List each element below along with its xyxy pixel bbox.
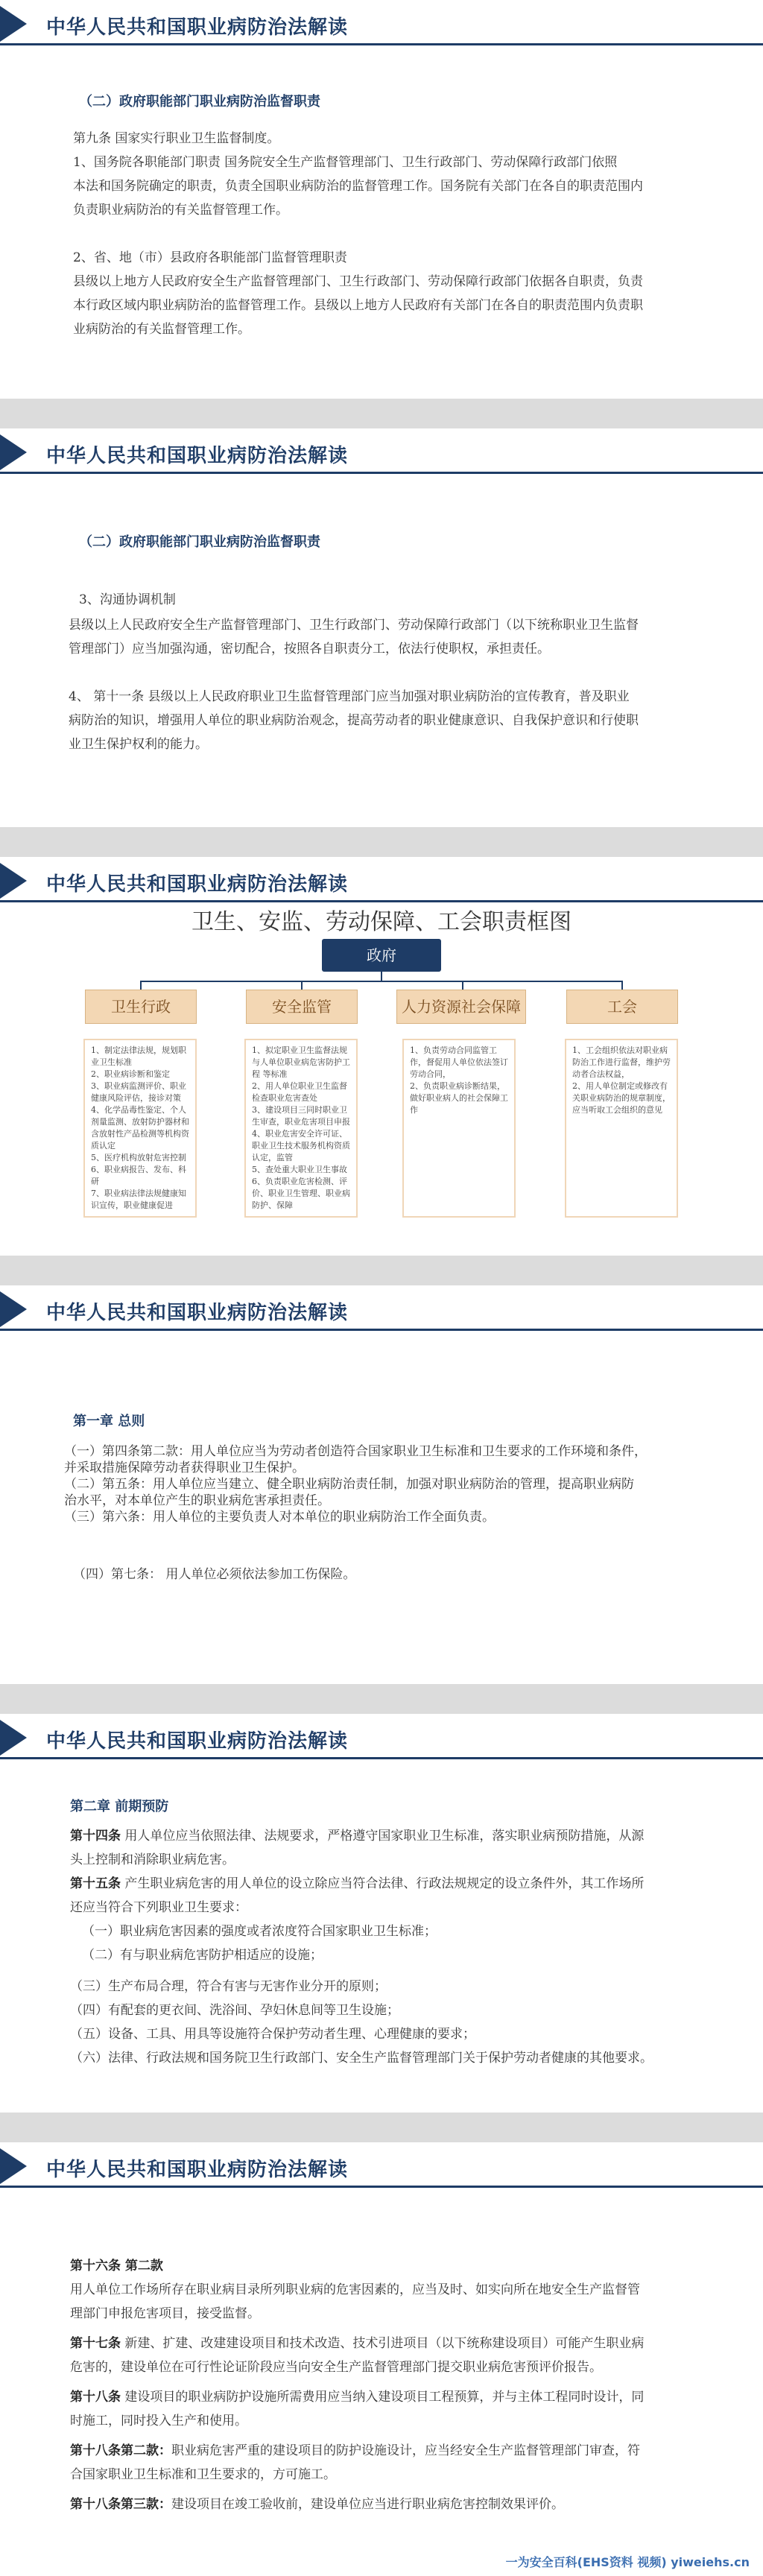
connector-line: [462, 981, 463, 990]
chapter-title: 第二章 前期预防: [70, 1799, 169, 1814]
paragraph: 并采取措施保障劳动者获得职业卫生保护。: [64, 1461, 305, 1475]
article-18-2: [70, 2439, 640, 2463]
article-text: 用人单位应当依照法律、法规要求，严格遵守国家职业卫生标准，落实职业病预防措施，从源: [121, 1829, 645, 1844]
paragraph: （二）第五条：用人单位应当建立、健全职业病防治责任制，加强对职业病防治的管理，提高职业病防: [64, 1477, 634, 1492]
header-triangle-icon: [0, 434, 27, 470]
slide-header: [0, 1285, 763, 1333]
article-14: [70, 1824, 644, 1848]
article-label: 第十八条第三款：: [70, 2497, 171, 2512]
slide-6: [0, 2142, 763, 2576]
header-title: 中华人民共和国职业病防治法解读: [46, 445, 349, 467]
article-15: [70, 1872, 644, 1896]
header-title: 中华人民共和国职业病防治法解读: [46, 873, 349, 896]
duties-hrss: 1、负责劳动合同监管工作，督促用人单位依法签订劳动合同， 2、负责职业病诊断结果，做好职业病人的社会保障工作: [402, 1039, 516, 1218]
article-label: 第十八条: [70, 2390, 121, 2405]
slide-5: [0, 1714, 763, 2113]
section-title: （二）政府职能部门职业病防治监督职责: [79, 94, 320, 110]
slide-header: [0, 428, 763, 476]
header-title: 中华人民共和国职业病防治法解读: [46, 16, 349, 39]
paragraph: 用人单位工作场所存在职业病目录所列职业病的危害因素的，应当及时、如实向所在地安全生产监督管: [70, 2282, 640, 2297]
article-label: 第十五条: [70, 1876, 121, 1891]
paragraph: 负责职业病防治的有关监督管理工作。: [73, 203, 288, 218]
article-label: 第十七条: [70, 2336, 121, 2351]
section-title: （二）政府职能部门职业病防治监督职责: [79, 534, 320, 550]
paragraph: 本行政区域内职业病防治的监督管理工作。县级以上地方人民政府有关部门在各自的职责范围内负责职: [73, 298, 643, 313]
paragraph: （一）第四条第二款：用人单位应当为劳动者创造符合国家职业卫生标准和卫生要求的工作环境和条件，: [64, 1444, 647, 1459]
paragraph: （四）第七条： 用人单位必须依法参加工伤保险。: [73, 1567, 356, 1582]
header-rule: [0, 472, 763, 474]
header-rule: [0, 1329, 763, 1331]
paragraph: 县级以上人民政府安全生产监督管理部门、卫生行政部门、劳动保障行政部门（以下统称职业卫生监督: [69, 618, 639, 633]
article-label: 第十八条第二款：: [70, 2443, 171, 2458]
article-label: 第十六条 第二款: [70, 2259, 163, 2273]
paragraph: 管理部门）应当加强沟通，密切配合，按照各自职责分工，依法行使职权，承担责任。: [69, 642, 550, 656]
paragraph: 2、省、地（市）县政府各职能部门监督管理职责: [73, 250, 347, 265]
paragraph: 业病防治的有关监督管理工作。: [73, 322, 250, 337]
slide-3: [0, 857, 763, 1256]
paragraph: 时施工，同时投入生产和使用。: [70, 2414, 247, 2428]
list-item: （六）法律、行政法规和国务院卫生行政部门、安全生产监督管理部门关于保护劳动者健康的其他要求。: [70, 2051, 653, 2066]
paragraph: 病防治的知识，增强用人单位的职业病防治观念，提高劳动者的职业健康意识、自我保护意识和行使职: [69, 713, 639, 728]
article-18-3: [70, 2493, 564, 2516]
paragraph: 危害的，建设单位在可行性论证阶段应当向安全生产监督管理部门提交职业病危害预评价报告。: [70, 2360, 602, 2375]
slide-1: [0, 0, 763, 399]
diagram-title: 卫生、安监、劳动保障、工会职责框图: [191, 909, 572, 935]
duties-safety: 1、拟定职业卫生监督法规与人单位职业病危害防护工程 等标准 2、用人单位职业卫生监督检查职业危害查处 3、建设项目三同时职业卫生审查，职业危害项目申报 4、职业危害安全许可证、职业卫生技术服务机构资质认定，监管 5、查处重大职业卫生事故 6、负责职业危害检测、评价、职业卫生管理、职业病防护、保障: [244, 1039, 358, 1218]
slide-header: [0, 2142, 763, 2190]
connector-line: [381, 972, 382, 981]
connector-line: [140, 981, 142, 990]
list-item: （五）设备、工具、用具等设施符合保护劳动者生理、心理健康的要求；: [70, 2027, 475, 2042]
header-title: 中华人民共和国职业病防治法解读: [46, 2159, 349, 2181]
government-box: 政府: [322, 939, 441, 972]
slide-header: [0, 857, 763, 905]
header-triangle-icon: [0, 1720, 27, 1756]
paragraph: 本法和国务院确定的职责，负责全国职业病防治的监督管理工作。国务院有关部门在各自的职责范围内: [73, 179, 643, 194]
footer-watermark-text[interactable]: 一为安全百科(EHS资料 视频) yiweiehs.cn: [505, 2555, 750, 2569]
paragraph: 4、 第十一条 县级以上人民政府职业卫生监督管理部门应当加强对职业病防治的宣传教育，普及职业: [69, 689, 630, 704]
paragraph: 头上控制和消除职业病危害。: [70, 1852, 235, 1867]
header-title: 中华人民共和国职业病防治法解读: [46, 1730, 349, 1753]
paragraph: 第九条 国家实行职业卫生监督制度。: [73, 131, 280, 146]
connector-line: [621, 981, 623, 990]
article-text: 建设项目在竣工验收前，建设单位应当进行职业病危害控制效果评价。: [171, 2497, 564, 2512]
article-17: [70, 2332, 644, 2355]
slide-4: [0, 1285, 763, 1684]
chapter-title: 第一章 总则: [73, 1414, 145, 1429]
slide-2: [0, 428, 763, 827]
article-18: [70, 2385, 644, 2409]
list-item: （二）有与职业病危害防护相适应的设施；: [82, 1948, 323, 1963]
paragraph: 1、国务院各职能部门职责 国务院安全生产监督管理部门、卫生行政部门、劳动保障行政部门依照: [73, 155, 618, 170]
slide-header: [0, 1714, 763, 1762]
article-text: 新建、扩建、改建建设项目和技术改造、技术引进项目（以下统称建设项目）可能产生职业病: [121, 2336, 645, 2351]
header-rule: [0, 2186, 763, 2188]
connector-line: [140, 981, 623, 982]
article-16-label: [70, 2254, 163, 2278]
paragraph: 还应当符合下列职业卫生要求：: [70, 1900, 247, 1915]
header-triangle-icon: [0, 1291, 27, 1327]
header-title: 中华人民共和国职业病防治法解读: [46, 1302, 349, 1324]
category-health: 卫生行政: [85, 990, 197, 1024]
list-item: （三）生产布局合理，符合有害与无害作业分开的原则；: [70, 1979, 387, 1994]
list-item: （四）有配套的更衣间、洗浴间、孕妇休息间等卫生设施；: [70, 2003, 399, 2018]
header-triangle-icon: [0, 863, 27, 899]
header-triangle-icon: [0, 6, 27, 42]
list-item: （一）职业病危害因素的强度或者浓度符合国家职业卫生标准；: [82, 1924, 437, 1939]
article-label: 第十四条: [70, 1829, 121, 1844]
header-rule: [0, 900, 763, 902]
paragraph: 合国家职业卫生标准和卫生要求的，方可施工。: [70, 2467, 336, 2482]
paragraph: 3、沟通协调机制: [79, 592, 176, 607]
paragraph: 治水平，对本单位产生的职业病危害承担责任。: [64, 1493, 330, 1508]
category-union: 工会: [566, 990, 678, 1024]
article-text: 职业病危害严重的建设项目的防护设施设计，应当经安全生产监督管理部门审查，符: [171, 2443, 640, 2458]
article-text: 建设项目的职业病防护设施所需费用应当纳入建设项目工程预算，并与主体工程同时设计，同: [121, 2390, 645, 2405]
paragraph: 理部门申报危害项目，接受监督。: [70, 2306, 260, 2321]
category-hrss: 人力资源社会保障: [396, 990, 526, 1024]
connector-line: [301, 981, 303, 990]
category-safety: 安全监管: [246, 990, 358, 1024]
paragraph: （三）第六条：用人单位的主要负责人对本单位的职业病防治工作全面负责。: [64, 1510, 495, 1525]
header-triangle-icon: [0, 2148, 27, 2184]
article-text: 产生职业病危害的用人单位的设立除应当符合法律、行政法规规定的设立条件外，其工作场所: [121, 1876, 645, 1891]
duties-union: 1、工会组织依法对职业病防治工作进行监督，维护劳动者合法权益， 2、用人单位制定或修改有关职业病防治的规章制度，应当听取工会组织的意见: [565, 1039, 678, 1218]
header-rule: [0, 1757, 763, 1759]
paragraph: 业卫生保护权利的能力。: [69, 737, 208, 752]
header-rule: [0, 43, 763, 45]
paragraph: 县级以上地方人民政府安全生产监督管理部门、卫生行政部门、劳动保障行政部门依据各自职责，负责: [73, 274, 643, 289]
duties-health: 1、制定法律法规，规划职业卫生标准 2、职业病诊断和鉴定 3、职业病监测评价、职业健康风险评估，接诊对策 4、化学品毒性鉴定、个人剂量监测、放射防护器材和含放射性产品检测等机构资质认定 5、医疗机构放射危害控制 6、职业病报告、发布、科研 7、职业病法律法规健康知识宣传，职业健康促进: [83, 1039, 197, 1218]
slide-header: [0, 0, 763, 48]
